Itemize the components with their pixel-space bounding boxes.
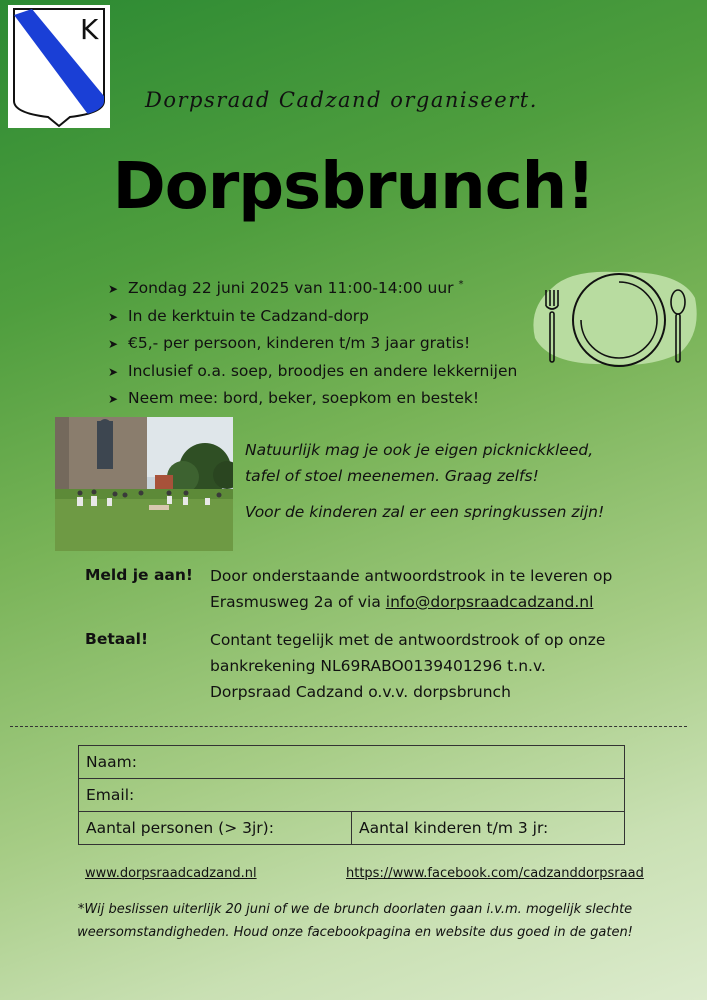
email-link[interactable]: info@dorpsraadcadzand.nl [385, 593, 594, 611]
bullet-arrow-icon: ➤ [108, 364, 119, 379]
organizer-line: Dorpsraad Cadzand organiseert. [145, 88, 538, 112]
reply-form [78, 745, 625, 845]
bullet-arrow-icon: ➤ [108, 392, 119, 407]
footnote-mark: * [458, 279, 464, 290]
info-bring: Neem mee: bord, beker, soepkom en bestek! [128, 389, 480, 408]
cut-line-divider [10, 726, 687, 727]
disclaimer-line: weersomstandigheden. Houd onze facebookpagina en website dus goed in de gaten! [77, 925, 633, 940]
list-item [108, 272, 517, 303]
logo-letter: K [80, 13, 99, 46]
church-garden-photo [55, 417, 233, 551]
kids-field[interactable] [352, 812, 625, 845]
coat-of-arms-logo [8, 5, 110, 128]
signup-line: Door onderstaande antwoordstrook in te leveren op [210, 567, 613, 585]
list-item [108, 385, 517, 413]
disclaimer [60, 898, 650, 944]
event-info-list [108, 272, 517, 413]
info-date: Zondag 22 juni 2025 van 11:00-14:00 uur [128, 279, 454, 298]
plate-cutlery-icon [530, 268, 700, 368]
page-title: Dorpsbrunch! [112, 150, 595, 224]
name-field[interactable] [79, 746, 625, 779]
payment-text [210, 627, 605, 705]
payment-label: Betaal! [85, 630, 149, 648]
adults-field[interactable] [79, 812, 352, 845]
signup-line [210, 589, 612, 615]
bullet-arrow-icon: ➤ [108, 309, 119, 324]
info-price: €5,- per persoon, kinderen t/m 3 jaar gratis! [128, 334, 471, 353]
bouncy-castle-line: Voor de kinderen zal er een springkussen zijn! [245, 503, 605, 521]
bullet-arrow-icon: ➤ [108, 282, 119, 297]
payment-line: Dorpsraad Cadzand o.v.v. dorpsbrunch [210, 683, 511, 701]
payment-line: Contant tegelijk met de antwoordstrook of op onze [210, 631, 606, 649]
signup-address: Erasmusweg 2a of via [210, 593, 386, 611]
picnic-text [245, 437, 695, 525]
info-location: In de kerktuin te Cadzand-dorp [128, 306, 370, 325]
bullet-arrow-icon: ➤ [108, 337, 119, 352]
picnic-line: Natuurlijk mag je ook je eigen picknickkleed, [245, 441, 594, 459]
list-item [108, 358, 517, 386]
email-label: Email: [86, 786, 135, 804]
payment-line: bankrekening NL69RABO0139401296 t.n.v. [210, 657, 546, 675]
kids-label: Aantal kinderen t/m 3 jr: [359, 819, 549, 837]
info-food: Inclusief o.a. soep, broodjes en andere lekkernijen [128, 361, 518, 380]
list-item [108, 303, 517, 331]
adults-label: Aantal personen (> 3jr): [86, 819, 274, 837]
disclaimer-line: *Wij beslissen uiterlijk 20 juni of we de brunch doorlaten gaan i.v.m. mogelijk slechte [77, 902, 633, 917]
picnic-line: tafel of stoel meenemen. Graag zelfs! [245, 467, 539, 485]
website-link[interactable]: www.dorpsraadcadzand.nl [85, 866, 257, 881]
email-field[interactable] [79, 779, 625, 812]
signup-label: Meld je aan! [85, 566, 193, 584]
signup-text [210, 563, 612, 615]
name-label: Naam: [86, 753, 137, 771]
facebook-link[interactable]: https://www.facebook.com/cadzanddorpsraad [346, 866, 644, 881]
list-item [108, 330, 517, 358]
